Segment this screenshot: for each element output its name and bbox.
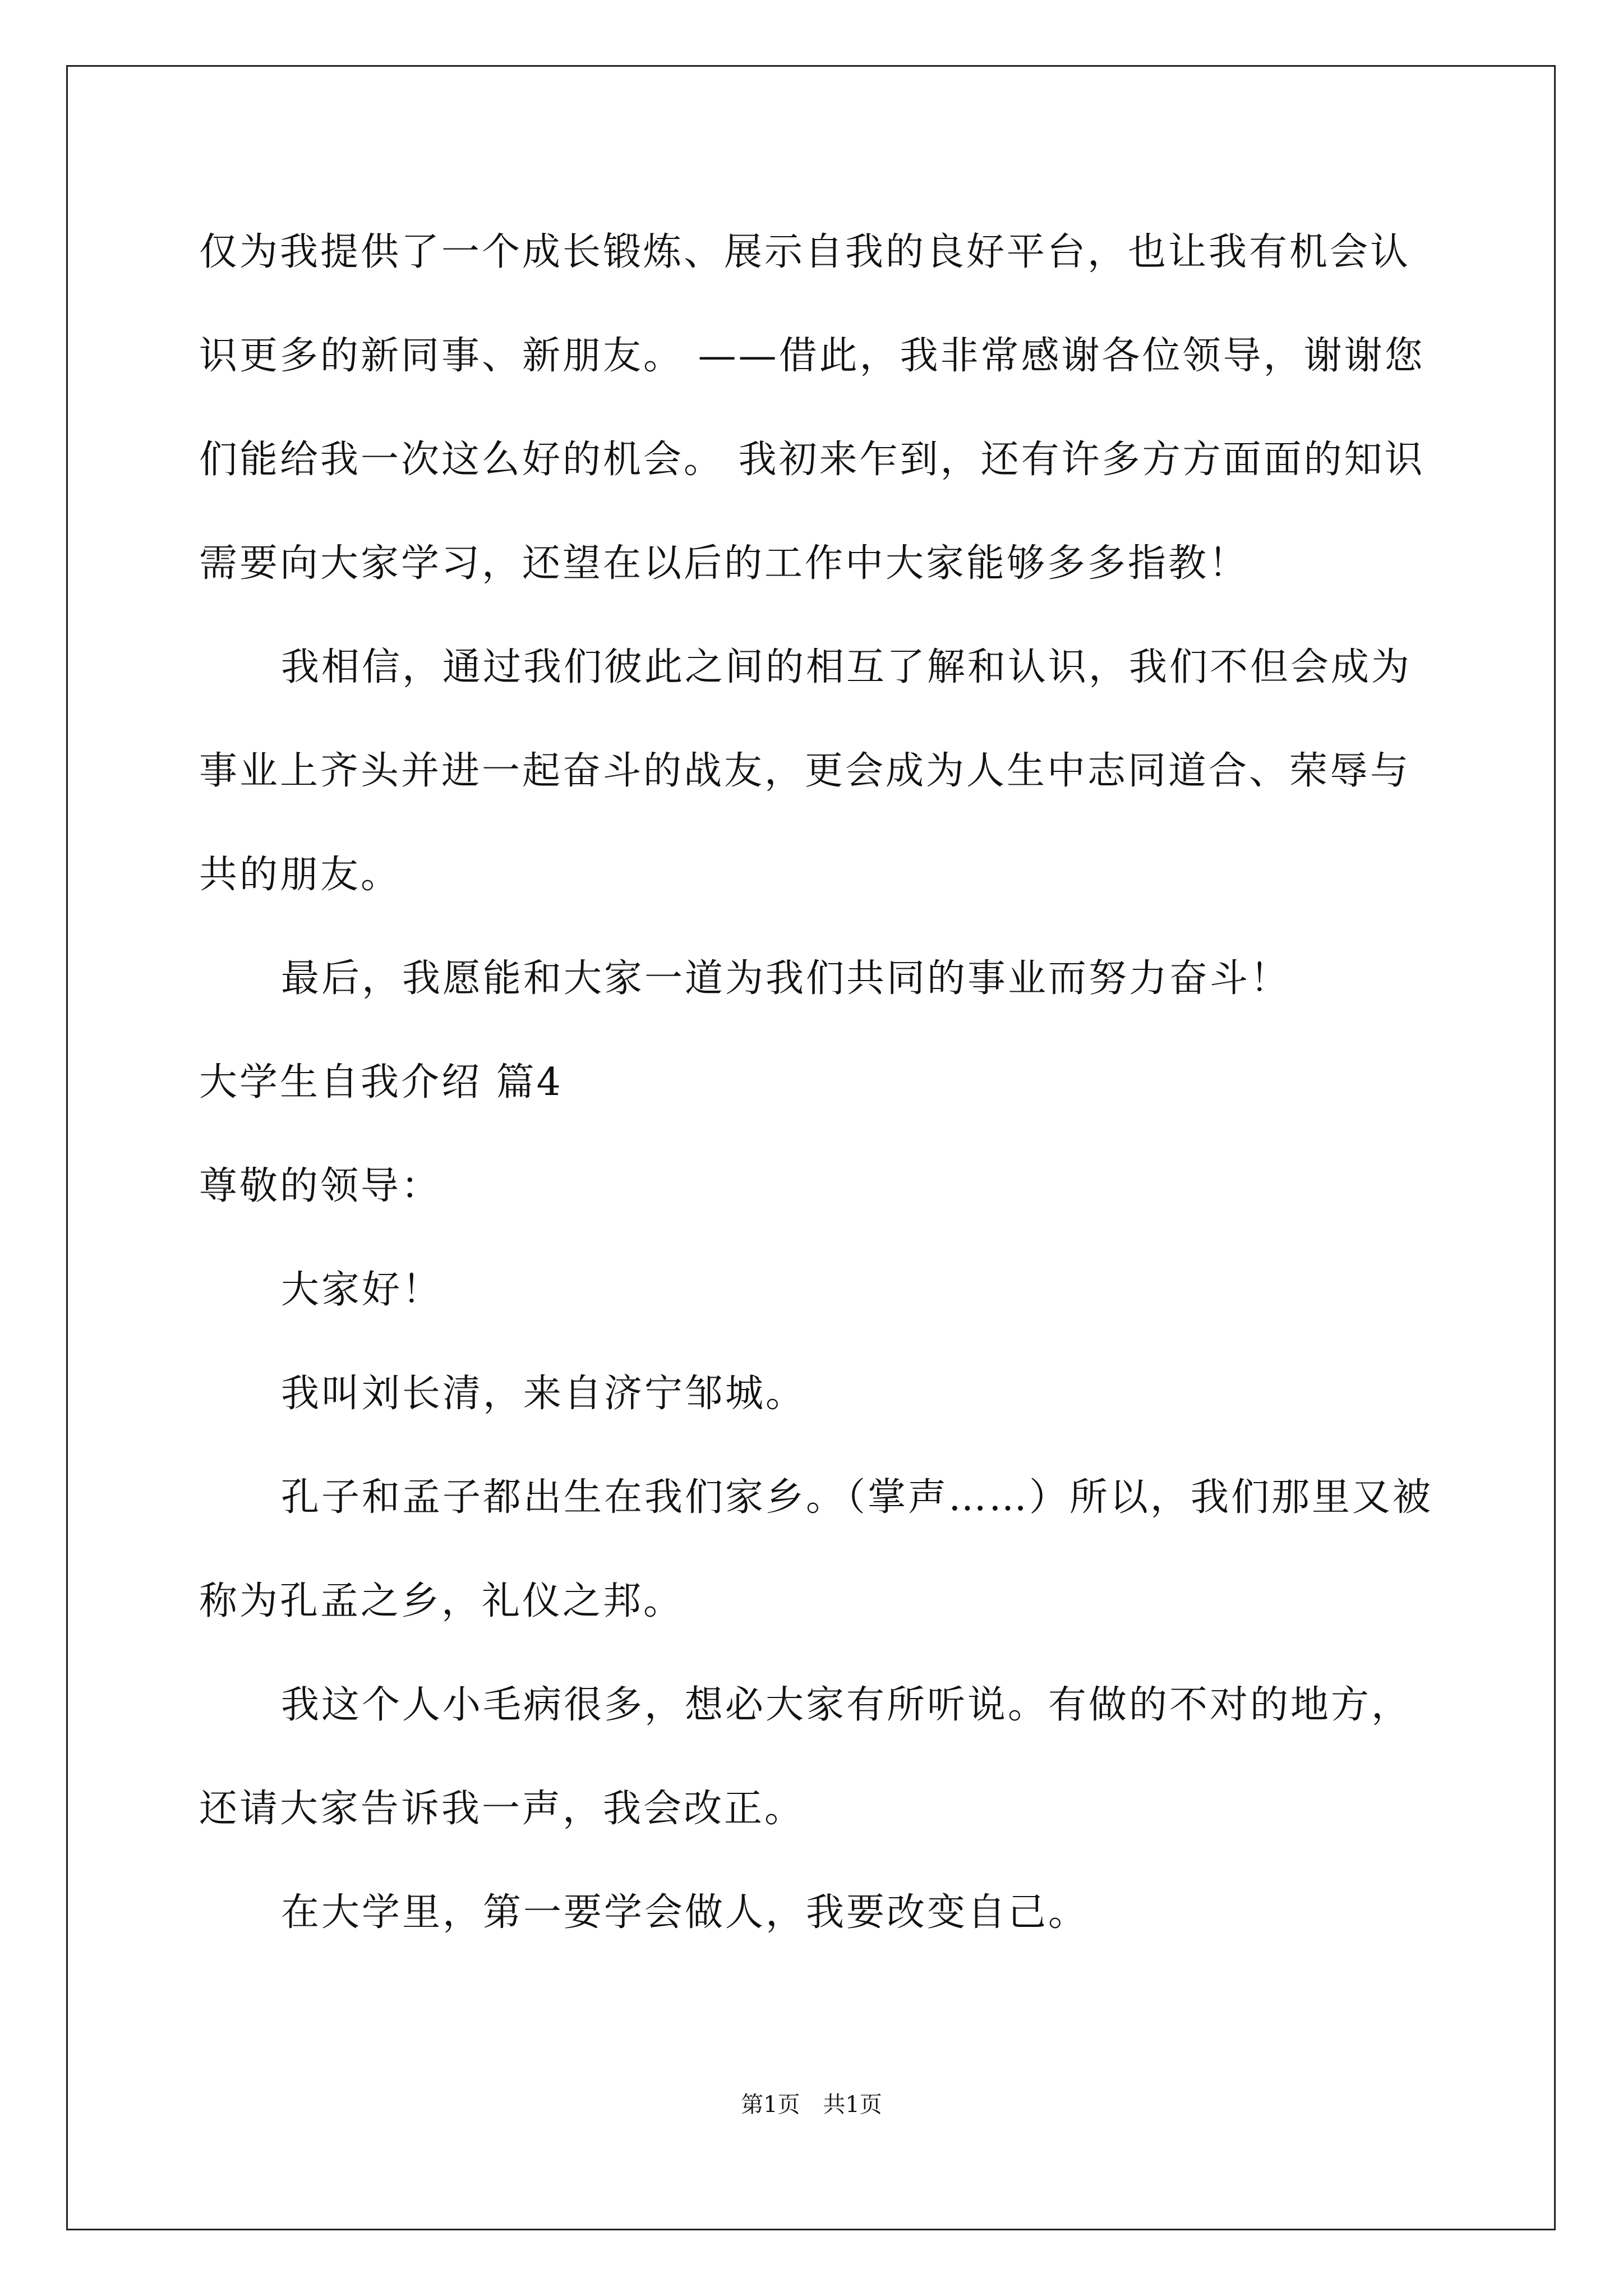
body-line: 最后，我愿能和大家一道为我们共同的事业而努力奋斗！ <box>281 956 1291 1001</box>
body-line: 事业上齐头并进一起奋斗的战友，更会成为人生中志同道合、荣辱与 <box>199 749 1411 793</box>
body-line: 需要向大家学习，还望在以后的工作中大家能够多多指教！ <box>199 541 1249 586</box>
body-line: 识更多的新同事、新朋友。 ——借此，我非常感谢各位领导，谢谢您 <box>199 334 1425 378</box>
body-line: 共的朋友。 <box>199 853 402 897</box>
body-line: 还请大家告诉我一声，我会改正。 <box>199 1787 805 1831</box>
body-line: 们能给我一次这么好的机会。 我初来乍到，还有许多方方面面的知识 <box>199 438 1425 482</box>
greeting: 大家好！ <box>281 1268 443 1312</box>
body-line: 在大学里，第一要学会做人，我要改变自己。 <box>281 1890 1089 1935</box>
body-line: 我这个人小毛病很多，想必大家有所听说。有做的不对的地方， <box>281 1683 1412 1727</box>
salutation: 尊敬的领导： <box>199 1164 442 1208</box>
body-line: 我相信，通过我们彼此之间的相互了解和认识，我们不但会成为 <box>281 645 1412 689</box>
body-line: 仅为我提供了一个成长锻炼、展示自我的良好平台，也让我有机会认 <box>199 230 1411 274</box>
page-total: 共1页 <box>823 2092 882 2118</box>
body-line: 孔子和孟子都出生在我们家乡。（掌声……）所以，我们那里又被 <box>281 1475 1433 1520</box>
section-heading: 大学生自我介绍 篇4 <box>199 1060 563 1105</box>
page-footer <box>0 2088 1623 2122</box>
body-line: 称为孔孟之乡，礼仪之邦。 <box>199 1579 684 1623</box>
page-number: 第1页 <box>741 2092 800 2118</box>
body-line: 我叫刘长清，来自济宁邹城。 <box>281 1372 806 1416</box>
